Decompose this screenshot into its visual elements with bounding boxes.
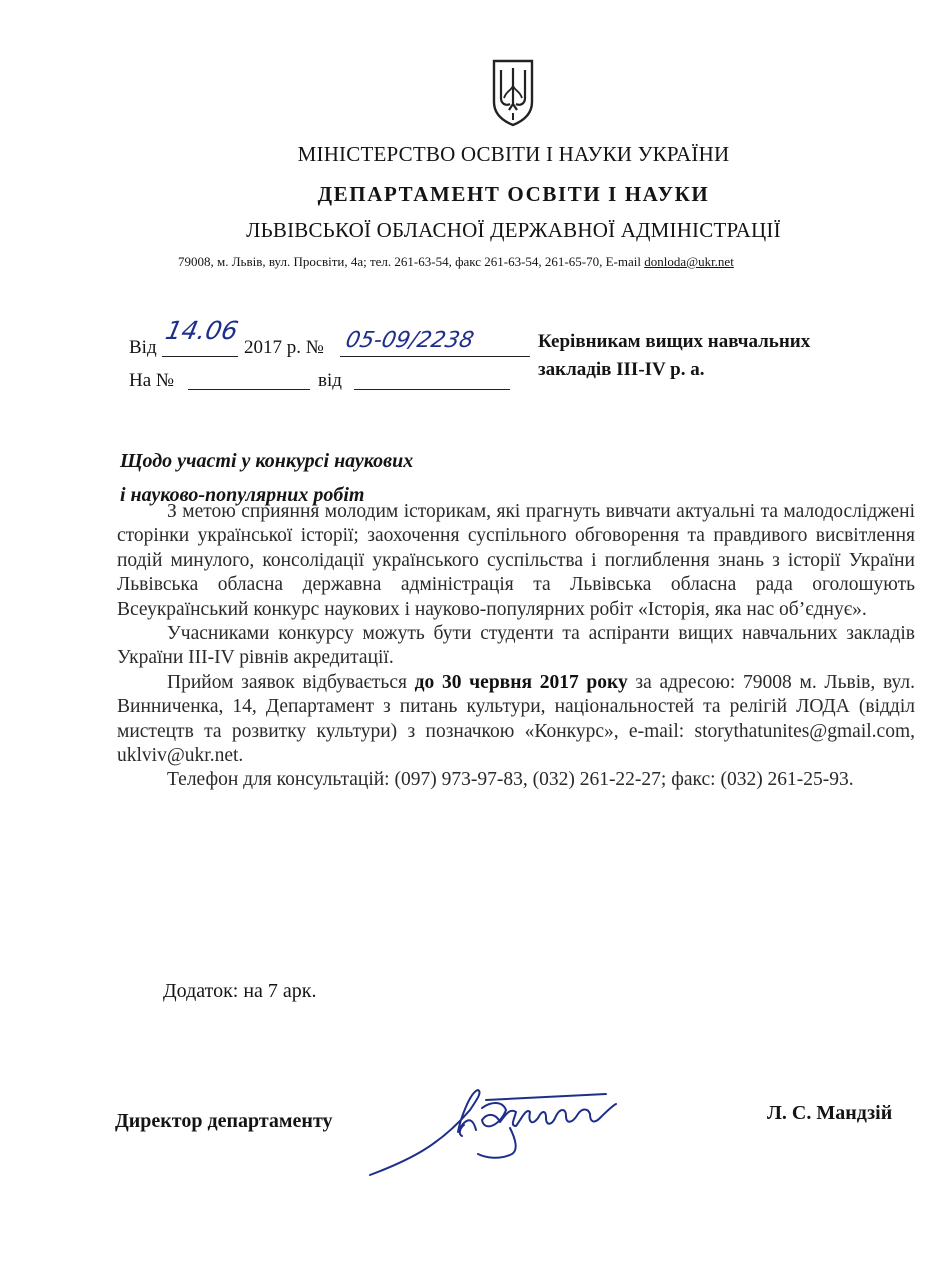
signatory-title: Директор департаменту	[115, 1110, 333, 1132]
from-label: Від	[129, 337, 157, 358]
p3-end: за адресою: 79008 м. Львів, вул. Винниченка, 14, Департамент з питань культури, національностей та релігій ЛОДА (відділ мистецтв та розвитку культури) з позначкою «Конкурс», e-mail: storythatunites@gmail.com, uklviv@ukr.net.	[117, 671, 915, 767]
contact-email[interactable]: donloda@ukr.net	[644, 254, 734, 269]
department-title: ДЕПАРТАМЕНТ ОСВІТИ І НАУКИ	[317, 182, 710, 206]
deadline-bold: до 30 червня 2017 року	[414, 671, 628, 693]
ministry-title: МІНІСТЕРСТВО ОСВІТИ І НАУКИ УКРАЇНИ	[297, 142, 730, 166]
p3-start: Прийом заявок відбувається	[167, 671, 415, 693]
subject-line-1: Щодо участі у конкурсі наукових	[120, 450, 414, 472]
body-paragraph-4: Телефон для консультацій: (097) 973-97-83, (032) 261-22-27; факс: (032) 261-25-93.	[167, 769, 854, 791]
body-paragraph-1: З метою сприяння молодим історикам, які прагнуть вивчати актуальні та малодосліджені сторінки української історії; заохочення суспільного обговорення та правдивого висвітлення подій минулого, консолідації українського суспільства і поглиблення знань з історії України Львівська обласна державна адміністрація та Львівська обласна рада оголошують Всеукраїнський конкурс наукових і науково-популярних робіт «Історія, яка нас об’єднує».	[117, 501, 915, 620]
contact-address	[178, 254, 878, 270]
handwritten-signature	[360, 1070, 640, 1185]
subject-line-2: і науково-популярних робіт	[120, 484, 365, 506]
reference-date-underline	[354, 389, 510, 390]
handwritten-number: 05-09/2238	[343, 328, 476, 353]
year-label: 2017 р. №	[244, 337, 324, 358]
address-text: 79008, м. Львів, вул. Просвіти, 4а; тел. 261-63-54, факс 261-63-54, 261-65-70, E-mail	[178, 254, 645, 269]
reference-from-label: від	[318, 370, 342, 391]
reference-label: На №	[129, 370, 175, 391]
region-title: ЛЬВІВСЬКОЇ ОБЛАСНОЇ ДЕРЖАВНОЇ АДМІНІСТРАЦІЇ	[246, 218, 781, 242]
recipient-line-2: закладів ІІІ-ІV р. а.	[538, 359, 705, 380]
recipient-block	[538, 328, 810, 384]
trident-emblem-icon	[490, 58, 536, 128]
handwritten-date: 14.06	[162, 316, 241, 345]
number-underline	[340, 356, 530, 357]
body-paragraph-3	[117, 671, 915, 769]
body-paragraph-2: Учасниками конкурсу можуть бути студенти та аспіранти вищих навчальних закладів України ІІІ-ІV рівнів акредитації.	[117, 623, 915, 669]
recipient-line-1: Керівникам вищих навчальних	[538, 331, 811, 352]
reference-underline	[188, 389, 310, 390]
letter-body	[117, 500, 915, 793]
date-underline	[162, 356, 238, 357]
signatory-name: Л. С. Мандзій	[767, 1102, 893, 1124]
attachment-note: Додаток: на 7 арк.	[163, 980, 317, 1002]
